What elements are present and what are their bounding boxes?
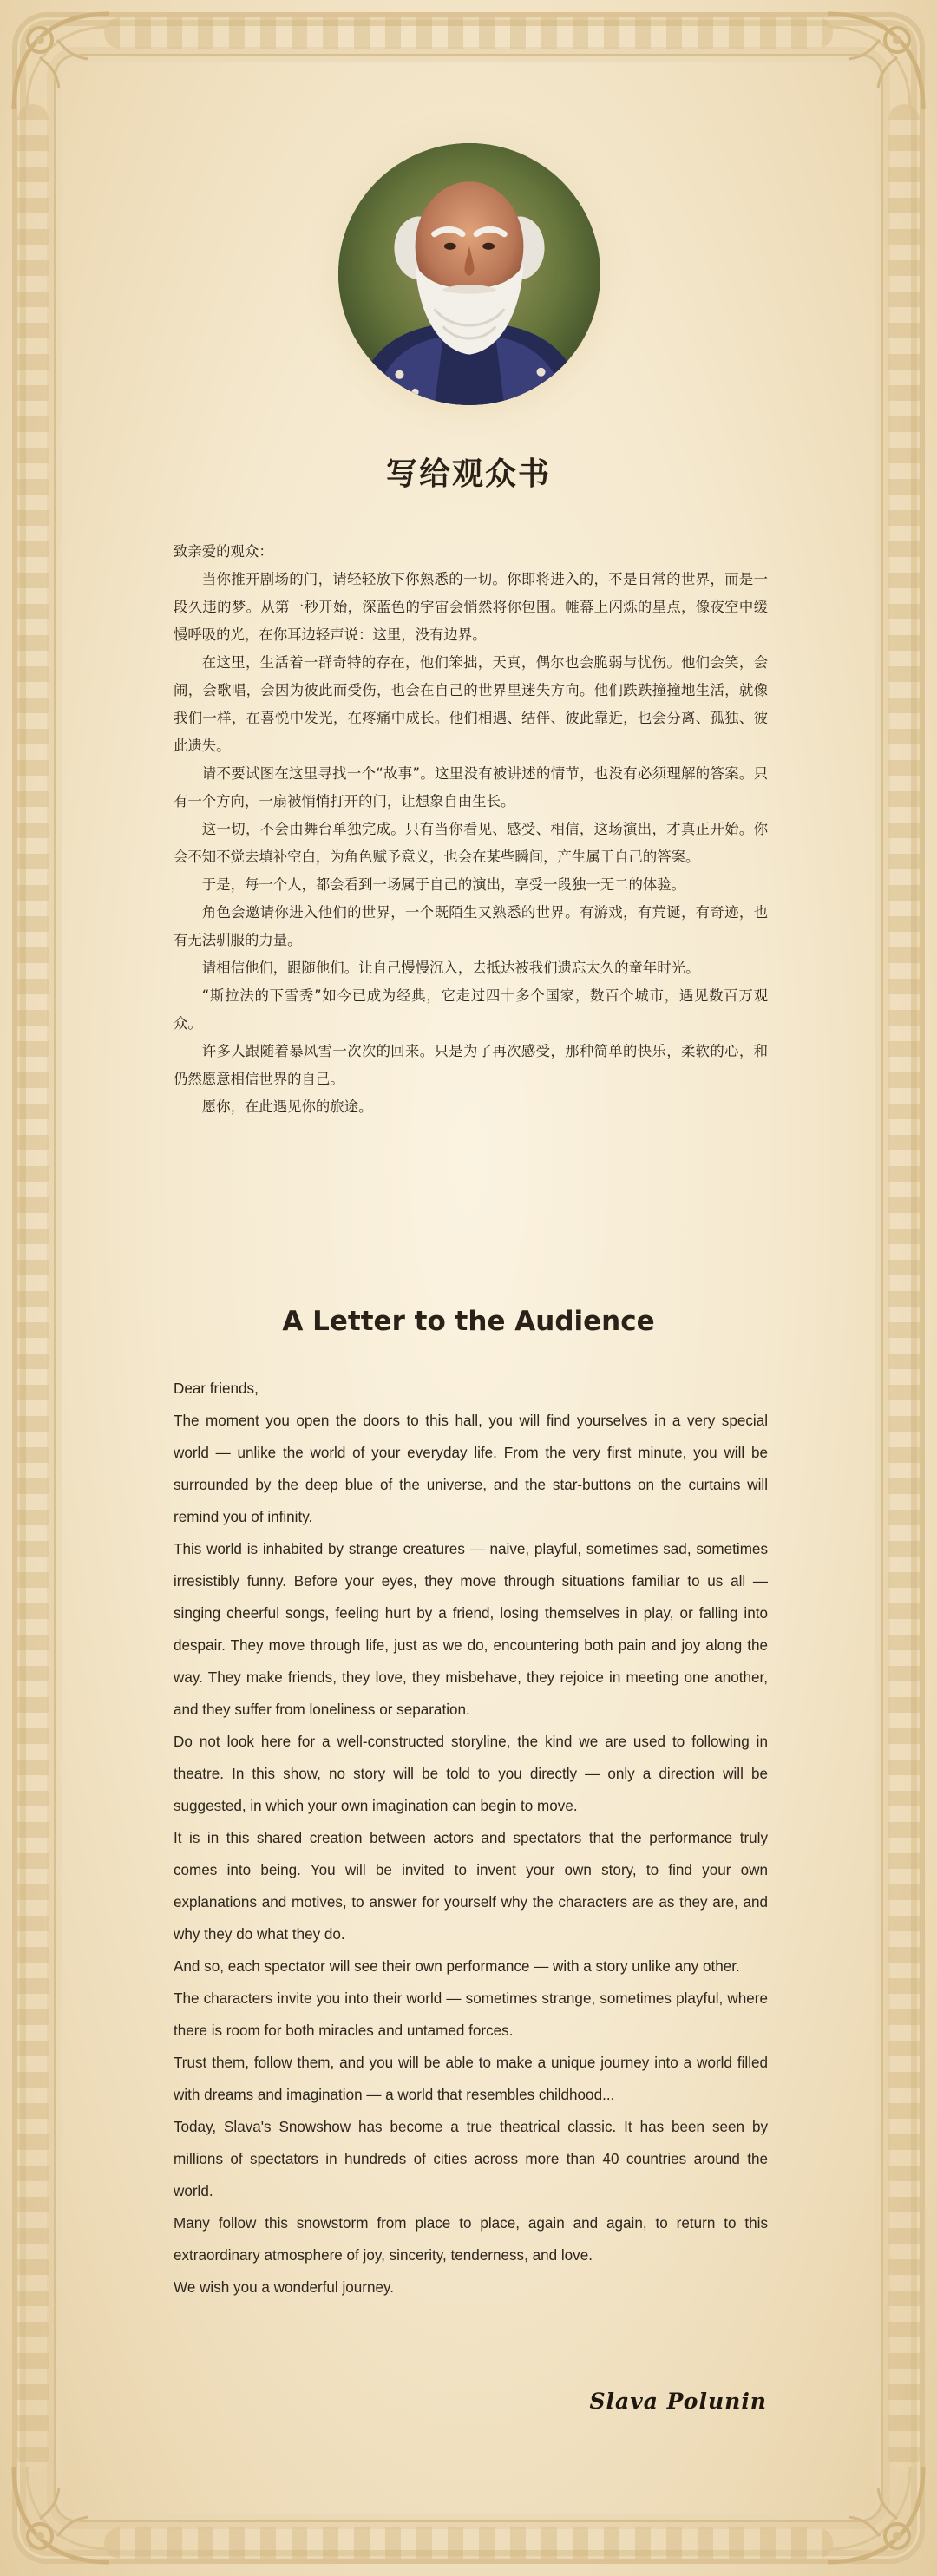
letter-title-cn: 写给观众书 xyxy=(385,456,551,492)
corner-ornament-icon xyxy=(819,2458,932,2571)
corner-ornament-icon xyxy=(819,5,932,118)
letter-body-cn xyxy=(174,538,768,1121)
paragraph-en: Do not look here for a well-constructed storyline, the kind we are used to following in theatre. In this show, no story will be told to you directly — only a direction will be suggested, in which your own imagination can begin to move. xyxy=(174,1734,768,1814)
paragraph-en: Today, Slava's Snowshow has become a true theatrical classic. It has been seen by millions of spectators in hundreds of cities across more than 40 countries around the world. xyxy=(174,2119,768,2199)
paragraph-cn: 请不要试图在这里寻找一个“故事”。这里没有被讲述的情节，也没有必须理解的答案。只有一个方向，一扇被悄悄打开的门，让想象自由生长。 xyxy=(174,765,768,810)
paragraph-en: Many follow this snowstorm from place to place, again and again, to return to this extraordinary atmosphere of joy, sincerity, tenderness, and love. xyxy=(174,2215,768,2264)
corner-ornament-icon xyxy=(5,5,118,118)
paragraph-en: We wish you a wonderful journey. xyxy=(174,2279,395,2296)
portrait-image xyxy=(338,143,600,405)
paragraph-cn: 愿你，在此遇见你的旅途。 xyxy=(201,1098,373,1115)
greeting-en: Dear friends, xyxy=(174,1380,259,1397)
paragraph-cn: 当你推开剧场的门，请轻轻放下你熟悉的一切。你即将进入的，不是日常的世界，而是一段久违的梦。从第一秒开始，深蓝色的宇宙会悄然将你包围。帷幕上闪烁的星点，像夜空中缓慢呼吸的光，在你耳边轻声说：这里，没有边界。 xyxy=(174,571,768,643)
paragraph-cn: “斯拉法的下雪秀”如今已成为经典，它走过四十多个国家，数百个城市，遇见数百万观众。 xyxy=(174,987,768,1032)
paragraph-en: The moment you open the doors to this hall, you will find yourselves in a very special world — unlike the world of your everyday life. From the very first minute, you will be surrounded by the deep blue of the universe, and the star-buttons on the curtains will remind you of infinity. xyxy=(174,1413,768,1525)
paragraph-cn: 于是，每一个人，都会看到一场属于自己的演出，享受一段独一无二的体验。 xyxy=(201,876,686,893)
ornamental-band-bottom xyxy=(104,2527,833,2559)
paragraph-en: Trust them, follow them, and you will be able to make a unique journey into a world filled with dreams and imagination — a world that resembles childhood... xyxy=(174,2055,768,2103)
greeting-cn: 致亲爱的观众： xyxy=(174,543,273,560)
paragraph-cn: 请相信他们，跟随他们。让自己慢慢沉入，去抵达被我们遗忘太久的童年时光。 xyxy=(201,960,700,976)
ornamental-band-top xyxy=(104,17,833,49)
paragraph-cn: 许多人跟随着暴风雪一次次的回来。只是为了再次感受，那种简单的快乐，柔软的心，和仍然愿意相信世界的自己。 xyxy=(174,1043,768,1087)
letter-title-en: A Letter to the Audience xyxy=(282,1306,655,1337)
paragraph-en: It is in this shared creation between actors and spectators that the performance truly comes into being. You will be invited to invent your own story, to find your own explanations and motives, to answer for yourself why the characters are as they are, and why they do what they do. xyxy=(174,1830,768,1943)
paragraph-en: The characters invite you into their world — sometimes strange, sometimes playful, where there is room for both miracles and untamed forces. xyxy=(174,1990,768,2039)
paragraph-cn: 角色会邀请你进入他们的世界，一个既陌生又熟悉的世界。有游戏，有荒诞，有奇迹，也有无法驯服的力量。 xyxy=(174,904,768,948)
corner-ornament-icon xyxy=(5,2458,118,2571)
paragraph-cn: 这一切，不会由舞台单独完成。只有当你看见、感受、相信，这场演出，才真正开始。你会不知不觉去填补空白，为角色赋予意义，也会在某些瞬间，产生属于自己的答案。 xyxy=(174,821,768,865)
paragraph-en: And so, each spectator will see their own performance — with a story unlike any other. xyxy=(174,1958,740,1975)
paragraph-en: This world is inhabited by strange creatures — naive, playful, sometimes sad, sometimes irresistibly funny. Before your eyes, they move through situations familiar to us all — singing cheerful songs, feeling hurt by a friend, losing themselves in play, or falling into despair. They move through life, just as we do, encountering both pain and joy along the way. They make friends, they love, they misbehave, they rejoice in meeting one another, and they suffer from loneliness or separation. xyxy=(174,1541,768,1718)
paragraph-cn: 在这里，生活着一群奇特的存在，他们笨拙，天真，偶尔也会脆弱与忧伤。他们会笑，会闹，会歌唱，会因为彼此而受伤，也会在自己的世界里迷失方向。他们跌跌撞撞地生活，就像我们一样，在喜悦中发光，在疼痛中成长。他们相遇、结伴、彼此靠近，也会分离、孤独、彼此遗失。 xyxy=(174,654,768,754)
signature: Slava Polunin xyxy=(589,2389,767,2414)
portrait-elderly-man-icon xyxy=(338,143,600,405)
letter-body-en xyxy=(174,1373,768,2304)
